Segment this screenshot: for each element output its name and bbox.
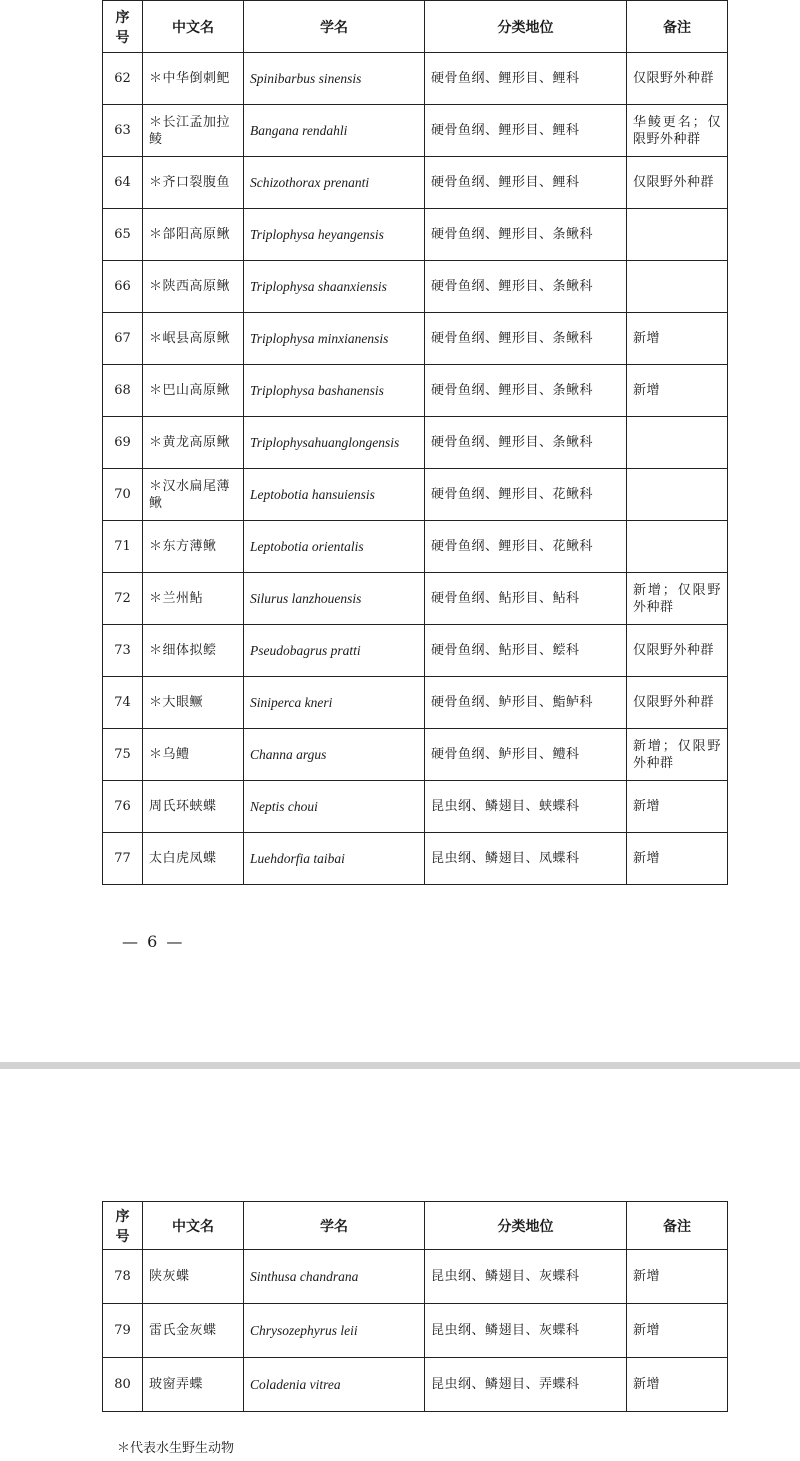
- cell-chinese-name: 太白虎凤蝶: [143, 833, 244, 885]
- table-header-row: [103, 1202, 728, 1250]
- cell-remarks: 新增: [627, 1304, 728, 1358]
- header-taxonomy: 分类地位: [425, 1202, 627, 1250]
- cell-number: 65: [103, 209, 143, 261]
- table-row: [103, 313, 728, 365]
- cell-chinese-name: ＊中华倒刺鲃: [143, 53, 244, 105]
- header-remarks: 备注: [627, 1, 728, 53]
- table-row: [103, 105, 728, 157]
- cell-remarks: 新增: [627, 1250, 728, 1304]
- table-body: [103, 1250, 728, 1412]
- cell-remarks: 新增: [627, 781, 728, 833]
- cell-number: 76: [103, 781, 143, 833]
- species-table-page-6: [102, 0, 728, 885]
- cell-number: 74: [103, 677, 143, 729]
- cell-chinese-name: ＊长江孟加拉鲮: [143, 105, 244, 157]
- table-row: [103, 625, 728, 677]
- cell-number: 63: [103, 105, 143, 157]
- table-row: [103, 209, 728, 261]
- cell-taxonomy: 硬骨鱼纲、鲤形目、鲤科: [425, 157, 627, 209]
- cell-chinese-name: ＊汉水扁尾薄鳅: [143, 469, 244, 521]
- cell-taxonomy: 硬骨鱼纲、鲤形目、鲤科: [425, 105, 627, 157]
- header-scientific-name: 学名: [244, 1202, 425, 1250]
- cell-remarks: [627, 469, 728, 521]
- cell-scientific-name: Sinthusa chandrana: [244, 1250, 425, 1304]
- header-chinese-name: 中文名: [143, 1202, 244, 1250]
- cell-scientific-name: Triplophysa minxianensis: [244, 313, 425, 365]
- cell-chinese-name: ＊巴山高原鳅: [143, 365, 244, 417]
- cell-remarks: [627, 521, 728, 573]
- header-remarks: 备注: [627, 1202, 728, 1250]
- cell-number: 78: [103, 1250, 143, 1304]
- cell-scientific-name: Triplophysa shaanxiensis: [244, 261, 425, 313]
- header-chinese-name: 中文名: [143, 1, 244, 53]
- cell-chinese-name: ＊郃阳高原鳅: [143, 209, 244, 261]
- cell-number: 71: [103, 521, 143, 573]
- page-number: — 6 —: [122, 932, 185, 951]
- cell-scientific-name: Pseudobagrus pratti: [244, 625, 425, 677]
- cell-chinese-name: 雷氏金灰蝶: [143, 1304, 244, 1358]
- cell-taxonomy: 硬骨鱼纲、鲤形目、花鳅科: [425, 469, 627, 521]
- cell-number: 77: [103, 833, 143, 885]
- cell-taxonomy: 硬骨鱼纲、鲤形目、鲤科: [425, 53, 627, 105]
- cell-chinese-name: 周氏环蛱蝶: [143, 781, 244, 833]
- cell-remarks: 新增；仅限野外种群: [627, 729, 728, 781]
- header-taxonomy: 分类地位: [425, 1, 627, 53]
- table-row: [103, 781, 728, 833]
- table-body: [103, 53, 728, 885]
- cell-scientific-name: Triplophysahuanglongensis: [244, 417, 425, 469]
- cell-scientific-name: Neptis choui: [244, 781, 425, 833]
- table-row: [103, 1250, 728, 1304]
- table-row: [103, 677, 728, 729]
- cell-scientific-name: Bangana rendahli: [244, 105, 425, 157]
- cell-scientific-name: Chrysozephyrus leii: [244, 1304, 425, 1358]
- cell-chinese-name: ＊细体拟鲿: [143, 625, 244, 677]
- cell-taxonomy: 硬骨鱼纲、鲇形目、鲿科: [425, 625, 627, 677]
- cell-chinese-name: 玻窗弄蝶: [143, 1358, 244, 1412]
- cell-remarks: 华鲮更名；仅限野外种群: [627, 105, 728, 157]
- cell-chinese-name: 陕灰蝶: [143, 1250, 244, 1304]
- cell-chinese-name: ＊东方薄鳅: [143, 521, 244, 573]
- footnote: ＊代表水生野生动物: [117, 1441, 235, 1456]
- cell-chinese-name: ＊黄龙高原鳅: [143, 417, 244, 469]
- cell-remarks: 新增；仅限野外种群: [627, 573, 728, 625]
- table-row: [103, 1358, 728, 1412]
- header-scientific-name: 学名: [244, 1, 425, 53]
- header-no: 序号: [103, 1202, 143, 1250]
- page-7: [0, 1069, 800, 1461]
- table-row: [103, 469, 728, 521]
- cell-remarks: 仅限野外种群: [627, 53, 728, 105]
- cell-scientific-name: Channa argus: [244, 729, 425, 781]
- cell-taxonomy: 昆虫纲、鳞翅目、蛱蝶科: [425, 781, 627, 833]
- species-table-page-7: [102, 1201, 728, 1412]
- cell-number: 72: [103, 573, 143, 625]
- cell-taxonomy: 硬骨鱼纲、鲈形目、鳢科: [425, 729, 627, 781]
- table-row: [103, 729, 728, 781]
- cell-remarks: 仅限野外种群: [627, 157, 728, 209]
- header-no: 序号: [103, 1, 143, 53]
- table-row: [103, 521, 728, 573]
- cell-taxonomy: 昆虫纲、鳞翅目、弄蝶科: [425, 1358, 627, 1412]
- cell-scientific-name: Triplophysa heyangensis: [244, 209, 425, 261]
- cell-taxonomy: 硬骨鱼纲、鲤形目、条鳅科: [425, 209, 627, 261]
- cell-chinese-name: ＊兰州鲇: [143, 573, 244, 625]
- cell-number: 66: [103, 261, 143, 313]
- cell-number: 75: [103, 729, 143, 781]
- cell-taxonomy: 硬骨鱼纲、鲤形目、条鳅科: [425, 261, 627, 313]
- cell-number: 69: [103, 417, 143, 469]
- cell-remarks: 仅限野外种群: [627, 677, 728, 729]
- cell-scientific-name: Triplophysa bashanensis: [244, 365, 425, 417]
- cell-remarks: 新增: [627, 833, 728, 885]
- cell-number: 62: [103, 53, 143, 105]
- page-divider: [0, 1062, 800, 1069]
- cell-number: 64: [103, 157, 143, 209]
- cell-taxonomy: 硬骨鱼纲、鲤形目、条鳅科: [425, 417, 627, 469]
- cell-remarks: [627, 261, 728, 313]
- cell-remarks: [627, 417, 728, 469]
- table-row: [103, 53, 728, 105]
- table-row: [103, 833, 728, 885]
- cell-number: 80: [103, 1358, 143, 1412]
- cell-scientific-name: Silurus lanzhouensis: [244, 573, 425, 625]
- cell-taxonomy: 昆虫纲、鳞翅目、灰蝶科: [425, 1304, 627, 1358]
- cell-taxonomy: 硬骨鱼纲、鲤形目、花鳅科: [425, 521, 627, 573]
- cell-chinese-name: ＊岷县高原鳅: [143, 313, 244, 365]
- table-row: [103, 261, 728, 313]
- table-row: [103, 417, 728, 469]
- cell-remarks: 新增: [627, 365, 728, 417]
- cell-taxonomy: 昆虫纲、鳞翅目、灰蝶科: [425, 1250, 627, 1304]
- cell-scientific-name: Coladenia vitrea: [244, 1358, 425, 1412]
- cell-chinese-name: ＊齐口裂腹鱼: [143, 157, 244, 209]
- cell-chinese-name: ＊大眼鳜: [143, 677, 244, 729]
- cell-taxonomy: 硬骨鱼纲、鲤形目、条鳅科: [425, 365, 627, 417]
- cell-taxonomy: 硬骨鱼纲、鲇形目、鲇科: [425, 573, 627, 625]
- cell-taxonomy: 硬骨鱼纲、鲤形目、条鳅科: [425, 313, 627, 365]
- cell-taxonomy: 硬骨鱼纲、鲈形目、鮨鲈科: [425, 677, 627, 729]
- table-header-row: [103, 1, 728, 53]
- cell-remarks: 仅限野外种群: [627, 625, 728, 677]
- cell-number: 70: [103, 469, 143, 521]
- cell-chinese-name: ＊陕西高原鳅: [143, 261, 244, 313]
- table-row: [103, 157, 728, 209]
- cell-remarks: 新增: [627, 313, 728, 365]
- cell-scientific-name: Schizothorax prenanti: [244, 157, 425, 209]
- cell-number: 73: [103, 625, 143, 677]
- cell-chinese-name: ＊乌鳢: [143, 729, 244, 781]
- cell-number: 67: [103, 313, 143, 365]
- cell-scientific-name: Leptobotia hansuiensis: [244, 469, 425, 521]
- cell-number: 68: [103, 365, 143, 417]
- cell-taxonomy: 昆虫纲、鳞翅目、凤蝶科: [425, 833, 627, 885]
- table-row: [103, 1304, 728, 1358]
- cell-scientific-name: Spinibarbus sinensis: [244, 53, 425, 105]
- table-row: [103, 573, 728, 625]
- cell-scientific-name: Luehdorfia taibai: [244, 833, 425, 885]
- cell-scientific-name: Leptobotia orientalis: [244, 521, 425, 573]
- cell-number: 79: [103, 1304, 143, 1358]
- cell-scientific-name: Siniperca kneri: [244, 677, 425, 729]
- table-row: [103, 365, 728, 417]
- cell-remarks: 新增: [627, 1358, 728, 1412]
- cell-remarks: [627, 209, 728, 261]
